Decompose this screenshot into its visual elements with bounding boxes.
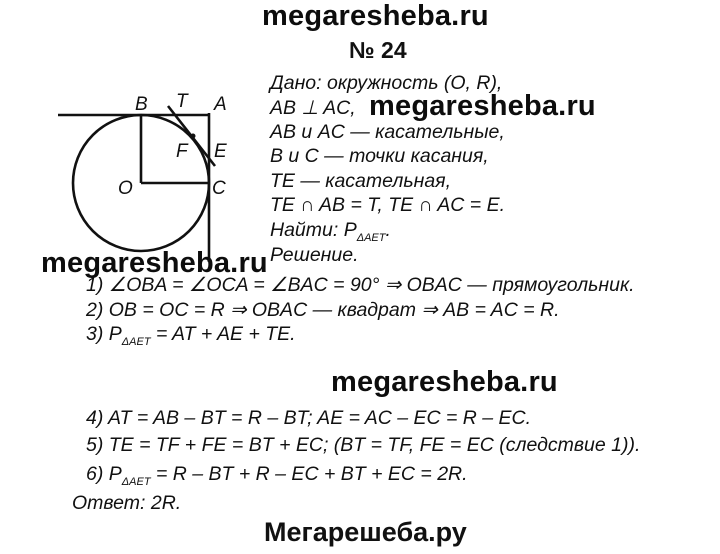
step-3 bbox=[86, 323, 296, 348]
solution-heading: Решение. bbox=[270, 244, 359, 266]
label-e: E bbox=[214, 141, 227, 162]
answer-line: Ответ: 2R. bbox=[72, 492, 182, 514]
step-6-prefix: 6) P bbox=[86, 463, 122, 485]
label-o: O bbox=[118, 178, 133, 199]
given-line-1: Дано: окружность (O, R), bbox=[270, 72, 503, 94]
geometry-figure bbox=[0, 0, 270, 280]
label-t: T bbox=[176, 91, 188, 112]
watermark-left: megaresheba.ru bbox=[41, 247, 268, 279]
step-1: 1) ∠OBA = ∠OCA = ∠BAC = 90° ⇒ OBAC — прямоугольник. bbox=[86, 274, 635, 296]
watermark-middle: megaresheba.ru bbox=[331, 366, 558, 398]
find-subscript: ΔAET bbox=[356, 231, 386, 244]
find-label: Найти: P bbox=[270, 219, 357, 241]
given-line-5: TE — касательная, bbox=[270, 170, 452, 192]
step-3-rest: = AT + AE + TE. bbox=[150, 323, 296, 345]
given-line-4: B и C — точки касания, bbox=[270, 145, 489, 167]
step-6 bbox=[86, 463, 468, 488]
footer-site-name: Мегарешеба.ру bbox=[264, 517, 467, 547]
step-6-subscript: ΔAET bbox=[121, 475, 151, 488]
find-suffix: . bbox=[385, 219, 391, 241]
step-4: 4) AT = AB – BT = R – BT; AE = AC – EC = R – EC. bbox=[86, 407, 532, 429]
label-a: A bbox=[214, 94, 227, 115]
given-line-2: AB ⊥ AC, bbox=[270, 97, 356, 119]
label-f: F bbox=[176, 141, 188, 162]
step-2: 2) OB = OC = R ⇒ OBAC — квадрат ⇒ AB = AC = R. bbox=[86, 299, 560, 321]
problem-number: № 24 bbox=[349, 37, 407, 63]
step-5: 5) TE = TF + FE = BT + EC; (BT = TF, FE = EC (следствие 1)). bbox=[86, 434, 641, 456]
step-3-prefix: 3) P bbox=[86, 323, 122, 345]
watermark-top: megaresheba.ru bbox=[262, 0, 489, 32]
given-line-3: AB и AC — касательные, bbox=[270, 121, 505, 143]
label-c: C bbox=[212, 178, 226, 199]
given-line-6: TE ∩ AB = T, TE ∩ AC = E. bbox=[270, 194, 506, 216]
step-3-subscript: ΔAET bbox=[121, 335, 151, 348]
label-b: B bbox=[135, 94, 148, 115]
watermark-right: megaresheba.ru bbox=[369, 90, 596, 122]
point-f-dot bbox=[191, 134, 196, 139]
step-6-rest: = R – BT + R – EC + BT + EC = 2R. bbox=[150, 463, 468, 485]
